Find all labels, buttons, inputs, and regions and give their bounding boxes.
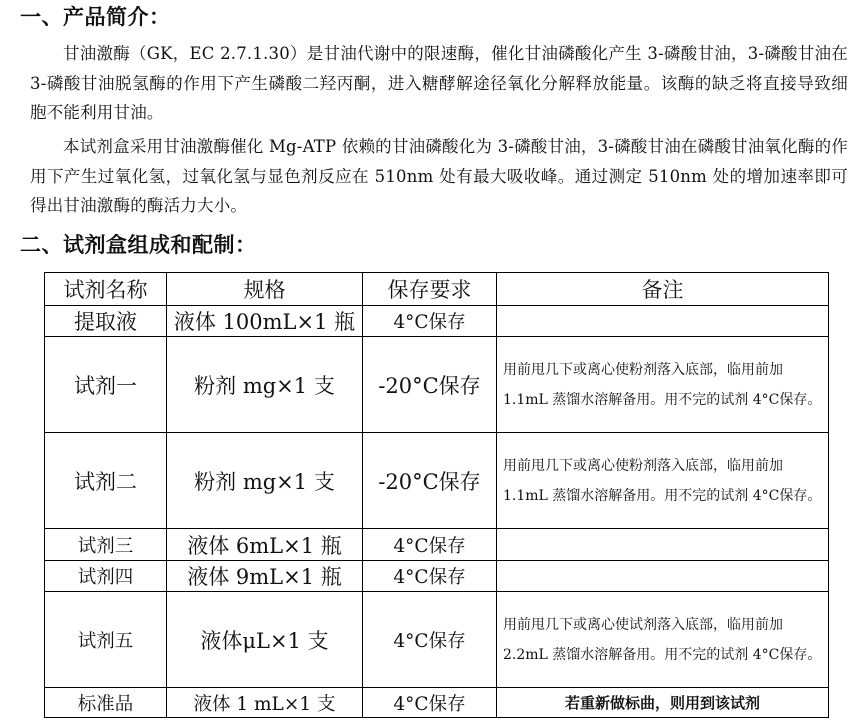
storage-cell: 4°C保存 <box>363 306 497 337</box>
spec-cell: 液体 9mL×1 瓶 <box>167 561 363 592</box>
header-reagent-name: 试剂名称 <box>45 273 167 306</box>
spec-cell: 液体 6mL×1 瓶 <box>167 529 363 561</box>
table-row <box>45 561 829 592</box>
table-header-row <box>45 273 829 306</box>
storage-cell: 4°C保存 <box>363 529 497 561</box>
table-row <box>45 337 829 433</box>
storage-cell: 4°C保存 <box>363 688 497 718</box>
storage-cell: 4°C保存 <box>363 592 497 688</box>
note-cell: 用前甩几下或离心使试剂落入底部，临用前加 2.2mL 蒸馏水溶解备用。用不完的试剂 4°C保存。 <box>497 592 829 688</box>
table-row <box>45 688 829 718</box>
note-cell <box>497 529 829 561</box>
table-row <box>45 592 829 688</box>
reagent-name-cell: 试剂三 <box>45 529 167 561</box>
spec-cell: 粉剂 mg×1 支 <box>167 337 363 433</box>
note-cell: 用前甩几下或离心使粉剂落入底部，临用前加 1.1mL 蒸馏水溶解备用。用不完的试剂 4°C保存。 <box>497 337 829 433</box>
section1-heading: 一、产品简介： <box>20 5 171 29</box>
note-cell <box>497 561 829 592</box>
table-row <box>45 433 829 529</box>
note-cell: 若重新做标曲，则用到该试剂 <box>497 688 829 718</box>
intro-paragraph-1: 甘油激酶（GK，EC 2.7.1.30）是甘油代谢中的限速酶，催化甘油磷酸化产生 3-磷酸甘油，3-磷酸甘油在 3-磷酸甘油脱氢酶的作用下产生磷酸二羟丙酮，进入糖酵解途径氧化分解释放能量。该酶的缺乏将直接导致细胞不能利用甘油。 <box>30 44 848 122</box>
reagent-name-cell: 试剂五 <box>45 592 167 688</box>
section2-heading: 二、试剂盒组成和配制： <box>20 233 257 257</box>
spec-cell: 液体 100mL×1 瓶 <box>167 306 363 337</box>
note-cell: 用前甩几下或离心使粉剂落入底部，临用前加 1.1mL 蒸馏水溶解备用。用不完的试剂 4°C保存。 <box>497 433 829 529</box>
spec-cell: 液体μL×1 支 <box>167 592 363 688</box>
spec-cell: 粉剂 mg×1 支 <box>167 433 363 529</box>
storage-cell: 4°C保存 <box>363 561 497 592</box>
reagent-name-cell: 试剂二 <box>45 433 167 529</box>
reagent-name-cell: 试剂四 <box>45 561 167 592</box>
intro-paragraph-2: 本试剂盒采用甘油激酶催化 Mg-ATP 依赖的甘油磷酸化为 3-磷酸甘油，3-磷酸甘油在磷酸甘油氧化酶的作用下产生过氧化氢，过氧化氢与显色剂反应在 510nm 处有最大吸收峰。通过测定 510nm 处的增加速率即可得出甘油激酶的酶活力大小。 <box>30 137 848 215</box>
note-cell <box>497 306 829 337</box>
storage-cell: -20°C保存 <box>363 337 497 433</box>
spec-cell: 液体 1 mL×1 支 <box>167 688 363 718</box>
kit-composition-table <box>44 272 829 718</box>
header-storage: 保存要求 <box>363 273 497 306</box>
table-row <box>45 306 829 337</box>
reagent-name-cell: 标准品 <box>45 688 167 718</box>
table-row <box>45 529 829 561</box>
header-note: 备注 <box>497 273 829 306</box>
reagent-name-cell: 提取液 <box>45 306 167 337</box>
reagent-name-cell: 试剂一 <box>45 337 167 433</box>
header-spec: 规格 <box>167 273 363 306</box>
storage-cell: -20°C保存 <box>363 433 497 529</box>
